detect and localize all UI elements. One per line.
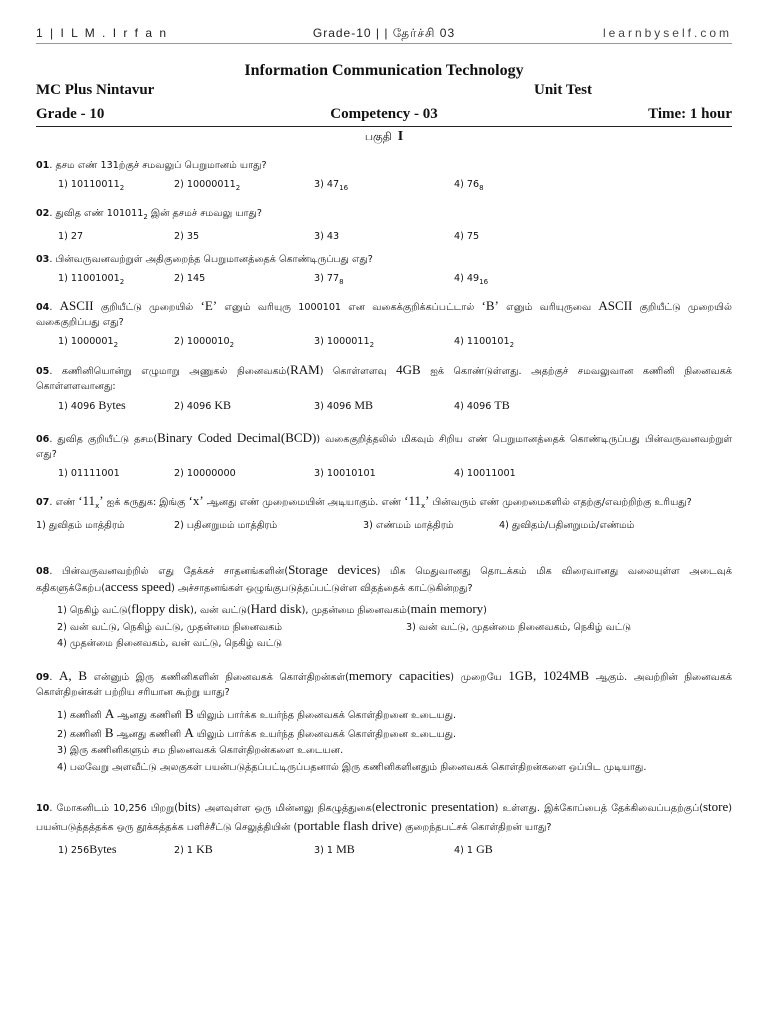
question-text: 05. கணினியொன்று எழுமாறு அணுகல் நினைவகம்(RAM) கொள்ளளவு 4GB ஐக் கொண்டுள்ளது. அதற்குச் சமவலுவான கணினி நினைவகக் கொள்ளளவானது: xyxy=(36,362,732,392)
question-number: 10 xyxy=(36,803,50,814)
question-number: 01 xyxy=(36,160,50,171)
document-title: Information Communication Technology xyxy=(244,62,524,79)
section-divider xyxy=(36,126,732,127)
header-grade: Grade-10 | | தேர்ச்சி 03 xyxy=(312,26,456,40)
competency-label: Competency - 03 xyxy=(330,106,438,122)
option-1: 1) நெகிழ் வட்டு(floppy disk), வன் வட்டு(Hard disk), முதன்மை நினைவகம்(main memory) xyxy=(57,601,487,616)
question-text xyxy=(36,158,732,173)
option-2: 2) 10000000 xyxy=(174,468,236,479)
question-text: 04. ASCII குறியீட்டு முறையில் ‘E’ எனும் வரியுரு 1000101 என வகைக்குறிக்கப்பட்டால் ‘B’ எனும் வரியுருவை ASCII குறியீட்டு முறையில் வகைகுறிப்பது எது? xyxy=(36,298,732,328)
time-label: Time: 1 hour xyxy=(648,106,732,122)
question-2 xyxy=(36,206,732,244)
option-3: 3) 1 MB xyxy=(314,842,355,856)
options-row xyxy=(36,842,732,857)
school-row xyxy=(36,82,732,102)
option-2: 2) 1 KB xyxy=(174,842,213,856)
option-1: 1) $10110011_2$ xyxy=(58,179,125,192)
part-label: பகுதி xyxy=(364,130,392,143)
question-5 xyxy=(36,362,732,413)
option-4: 4) 1 GB xyxy=(454,842,493,856)
options-row xyxy=(57,620,732,636)
option-2: 2) $10000011_2$ xyxy=(174,179,241,192)
option-3: 3) இரு கணினிகளும் சம நினைவகக் கொள்திறன்களை உடையன. xyxy=(57,745,344,756)
options-row xyxy=(36,518,732,533)
question-8 xyxy=(36,562,732,652)
option-1: 1) 01111001 xyxy=(58,468,120,479)
option-3: 3) $1000011_2$ xyxy=(314,336,375,349)
option-4: 4) 75 xyxy=(454,230,480,242)
part-heading xyxy=(0,129,768,145)
question-number: 06 xyxy=(36,434,50,445)
question-text: 07. எண் ‘$11_x$’ ஐக் கருதுக: இங்கு ‘x’ ஆனது எண் முறைமையின் அடியாகும். எண் ‘$11_x$’ பின்வரும் எண் முறைமைகளில் எதற்கு/எவற்றிற்கு உரியது? xyxy=(36,493,692,510)
option-3: 3) 4096 MB xyxy=(314,398,374,412)
option-1: 1) 27 xyxy=(58,230,84,242)
question-number: 04 xyxy=(36,302,50,313)
option-3: 3) வன் வட்டு, முதன்மை நினைவகம், நெகிழ் வட்டு xyxy=(406,621,632,633)
header-website: learnbyself.com xyxy=(602,26,732,40)
option-3: 3) $77_8$ xyxy=(314,273,344,286)
question-text xyxy=(36,252,732,267)
option-4: 4) துவிதம்/பதினறுமம்/எண்மம் xyxy=(499,519,635,531)
option-2: 2) 35 xyxy=(174,230,200,242)
option-2: 2) வன் வட்டு, நெகிழ் வட்டு, முதன்மை நினைவகம் xyxy=(57,621,283,633)
question-number: 05 xyxy=(36,366,50,377)
question-9 xyxy=(36,668,732,776)
grade-label: Grade - 10 xyxy=(36,106,105,122)
question-text: 06. துவித குறியீட்டு தசம(Binary Coded Decimal(BCD)) வகைகுறித்தலில் மிகவும் சிறிய எண் பெறுமானத்தைக் கொண்டிருப்பது பின்வருவனவற்றுள் எது? xyxy=(36,430,733,460)
info-row xyxy=(36,106,732,126)
options-row xyxy=(36,334,732,349)
option-3: 3) எண்மம் மாத்திரம் xyxy=(363,519,454,531)
option-4: 4) $76_8$ xyxy=(454,179,484,192)
option-4: 4) பலவேறு அளவீட்டு அலகுகள் பயன்படுத்தப்பட்டிருப்பதனால் இரு கணினிகளினதும் நினைவகக் கொள்திறன்களை ஒப்பிட முடியாது. xyxy=(57,761,647,773)
option-4: 4) 10011001 xyxy=(454,468,516,479)
question-6 xyxy=(36,430,732,481)
question-text: 02. துவித எண் $101011_2$ இன் தசமச் சமவலு யாது? xyxy=(36,208,263,221)
header-divider xyxy=(36,43,732,44)
option-4: 4) $1100101_2$ xyxy=(454,336,515,349)
page-number-author: 1 | I L M . I r f a n xyxy=(36,26,169,40)
question-number: 02 xyxy=(36,208,50,219)
option-4: 4) $49_{16}$ xyxy=(454,273,489,286)
question-10 xyxy=(36,798,732,857)
school-name: MC Plus Nintavur xyxy=(36,82,155,98)
option-2: 2) 145 xyxy=(174,273,206,284)
option-3: 3) 10010101 xyxy=(314,468,376,479)
question-7 xyxy=(36,493,732,533)
options-row xyxy=(36,229,732,244)
question-text: 08. பின்வருவனவற்றில் எது தேக்கச் சாதனங்களின்(Storage devices) மிக மெதுவானது தொடக்கம் மிக விரைவானது வலையுள்ள அடைவுக் கதிகளுக்கேற்ப(access speed) அச்சாதனங்கள் ஒழுங்குபடுத்தப்பட்டுள்ள விதத்தைக் காட்டுகின்றது? xyxy=(36,562,732,594)
option-4: 4) 4096 TB xyxy=(454,398,510,412)
option-2: 2) 4096 KB xyxy=(174,398,232,412)
options-row xyxy=(36,177,732,192)
page-header xyxy=(36,26,732,42)
part-number: I xyxy=(397,129,404,144)
option-3: 3) 43 xyxy=(314,230,340,242)
question-number: 07 xyxy=(36,497,50,508)
question-text: 10. மோகனிடம் 10,256 பிறறு(bits) அளவுள்ள ஒரு மின்னலு நிகழுத்துகை(electronic presentation) உள்ளது. இக்கோப்பைத் தேக்கிவைப்பதற்குப்(store) பயன்படுத்தத்தக்க ஒரு தூக்கத்தக்க பளிச்சீட்டு செலுத்தியின் (portable flash drive) குறைந்தபட்சக் கொள்திறன் யாது? xyxy=(36,799,732,833)
option-3: 3) $47_{16}$ xyxy=(314,179,349,192)
option-1: 1) 4096 Bytes xyxy=(58,398,126,412)
option-1: 1) கணினி A ஆனது கணினி B யிலும் பார்க்க உயர்ந்த நினைவகக் கொள்திறனை உடையது. xyxy=(57,706,457,721)
question-number: 08 xyxy=(36,566,50,577)
question-3 xyxy=(36,252,732,286)
option-4: 4) முதன்மை நினைவகம், வன் வட்டு, நெகிழ் வட்டு xyxy=(57,637,283,649)
option-1: 1) துவிதம் மாத்திரம் xyxy=(36,519,125,531)
question-stem: . தசம எண் 131ற்குச் சமவலுப் பெறுமானம் யாது? xyxy=(49,160,267,171)
option-1: 1) $11001001_2$ xyxy=(58,273,125,286)
question-number: 09 xyxy=(36,672,50,683)
question-number: 03 xyxy=(36,254,50,265)
test-type: Unit Test xyxy=(534,82,592,98)
options-row xyxy=(36,466,732,481)
question-stem: . பின்வருவனவற்றுள் அதிகுறைந்த பெறுமானத்தைக் கொண்டிருப்பது எது? xyxy=(49,254,373,265)
option-2: 2) கணினி B ஆனது கணினி A யிலும் பார்க்க உயர்ந்த நினைவகக் கொள்திறனை உடையது. xyxy=(57,724,457,740)
question-text: 09. A, B என்னும் இரு கணினிகளின் நினைவகக் கொள்திறன்கள்(memory capacities) முறையே 1GB, 1024MB ஆகும். அவற்றின் நினைவகக் கொள்திறன்கள் பற்றிய சரியான கூற்று யாது? xyxy=(36,668,732,698)
options-row xyxy=(36,398,732,413)
option-2: 2) பதினறுமம் மாத்திரம் xyxy=(174,519,278,531)
option-2: 2) $1000010_2$ xyxy=(174,336,235,349)
question-4 xyxy=(36,298,732,349)
options-row xyxy=(36,271,732,286)
option-1: 1) 256Bytes xyxy=(58,842,117,856)
question-1 xyxy=(36,158,732,192)
option-1: 1) $1000001_2$ xyxy=(58,336,119,349)
